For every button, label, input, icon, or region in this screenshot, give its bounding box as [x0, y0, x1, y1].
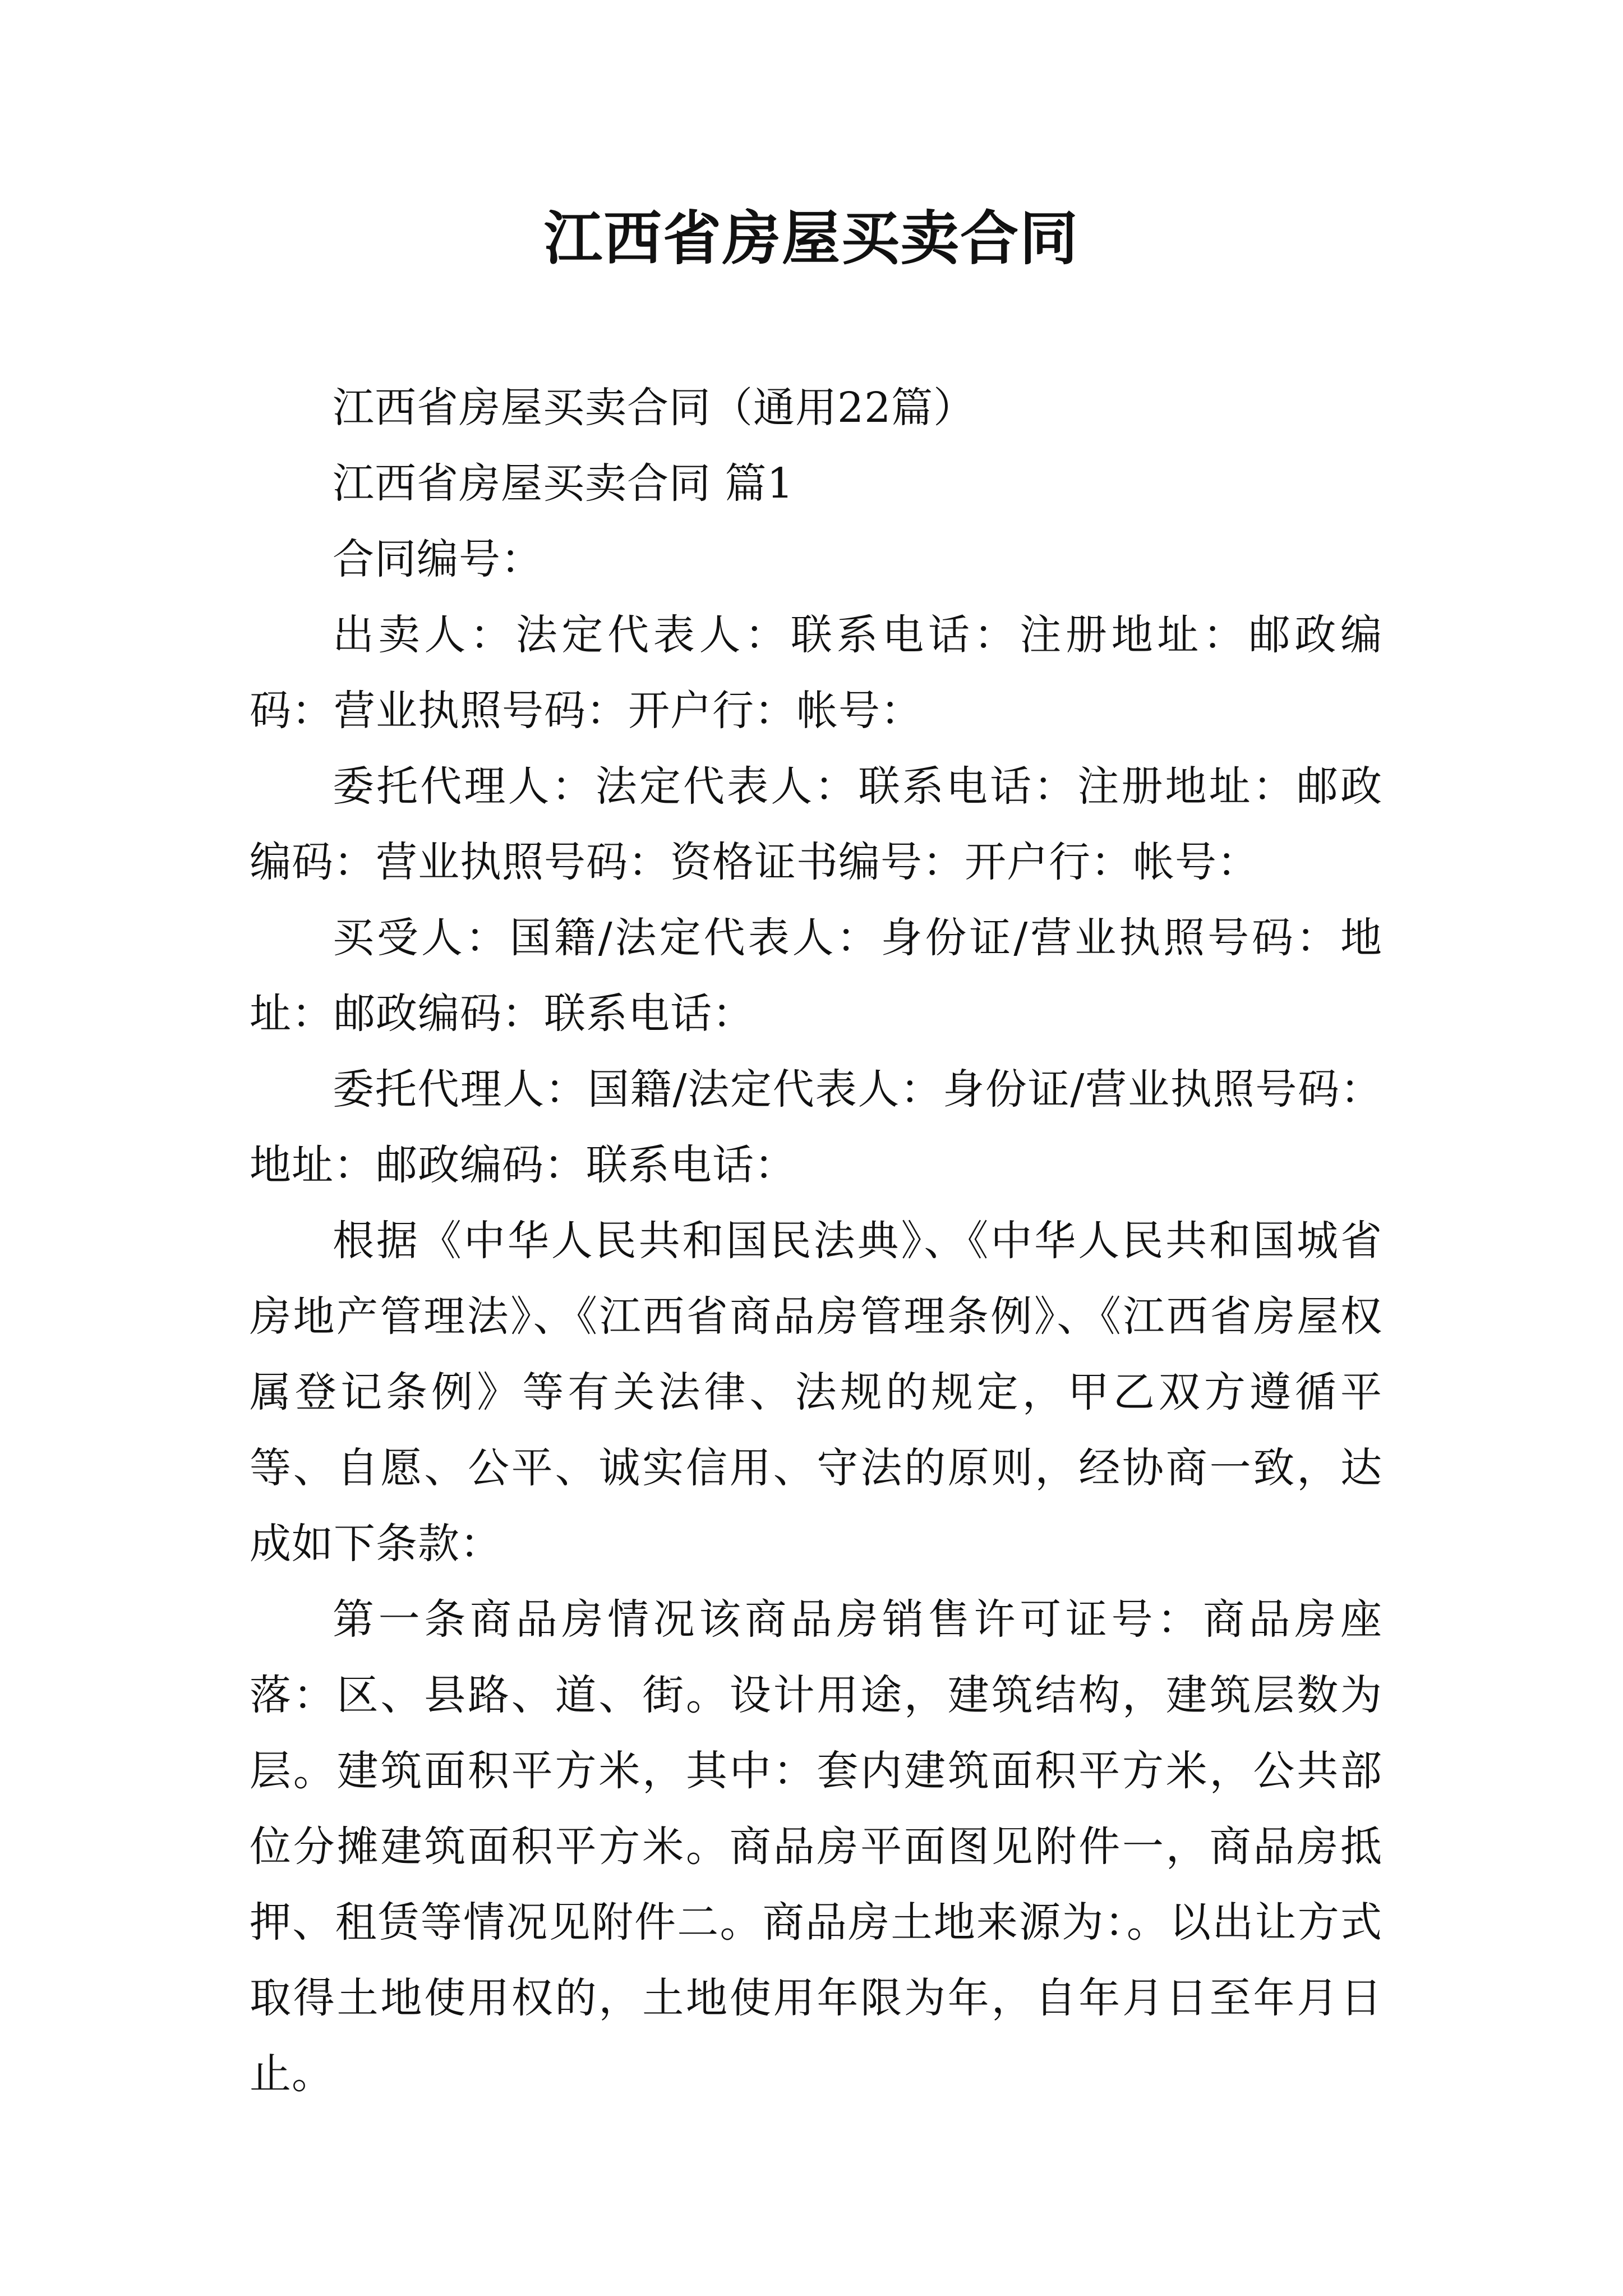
seller-agent-paragraph: 委托代理人：法定代表人：联系电话：注册地址：邮政编码：营业执照号码：资格证书编号：开户行：帐号： [250, 762, 1382, 886]
buyer-info-paragraph: 买受人：国籍/法定代表人：身份证/营业执照号码：地址：邮政编码：联系电话： [250, 914, 1382, 1038]
article-one-paragraph: 第一条商品房情况该商品房销售许可证号：商品房座落：区、县路、道、街。设计用途，建筑结构，建筑层数为层。建筑面积平方米，其中：套内建筑面积平方米，公共部位分摊建筑面积平方米。商品房平面图见附件一，商品房抵押、租赁等情况见附件二。商品房土地来源为：。以出让方式取得土地使用权的，土地使用年限为年，自年月日至年月日止。 [250, 1595, 1382, 2098]
document-title: 江西省房屋买卖合同 [543, 204, 1079, 273]
document-body [250, 370, 1382, 2112]
seller-info-paragraph: 出卖人：法定代表人：联系电话：注册地址：邮政编码：营业执照号码：开户行：帐号： [250, 611, 1382, 735]
heading-article-1: 江西省房屋买卖合同 篇1 [333, 459, 794, 508]
contract-number-line: 合同编号： [333, 535, 543, 583]
buyer-agent-paragraph: 委托代理人：国籍/法定代表人：身份证/营业执照号码：地址：邮政编码：联系电话： [250, 1065, 1382, 1189]
legal-basis-paragraph: 根据《中华人民共和国民法典》、《中华人民共和国城省房地产管理法》、《江西省商品房管理条例》、《江西省房屋权属登记条例》等有关法律、法规的规定，甲乙双方遵循平等、自愿、公平、诚实信用、守法的原则，经协商一致，达成如下条款： [250, 1217, 1382, 1568]
heading-collection: 江西省房屋买卖合同（通用22篇） [333, 384, 976, 432]
